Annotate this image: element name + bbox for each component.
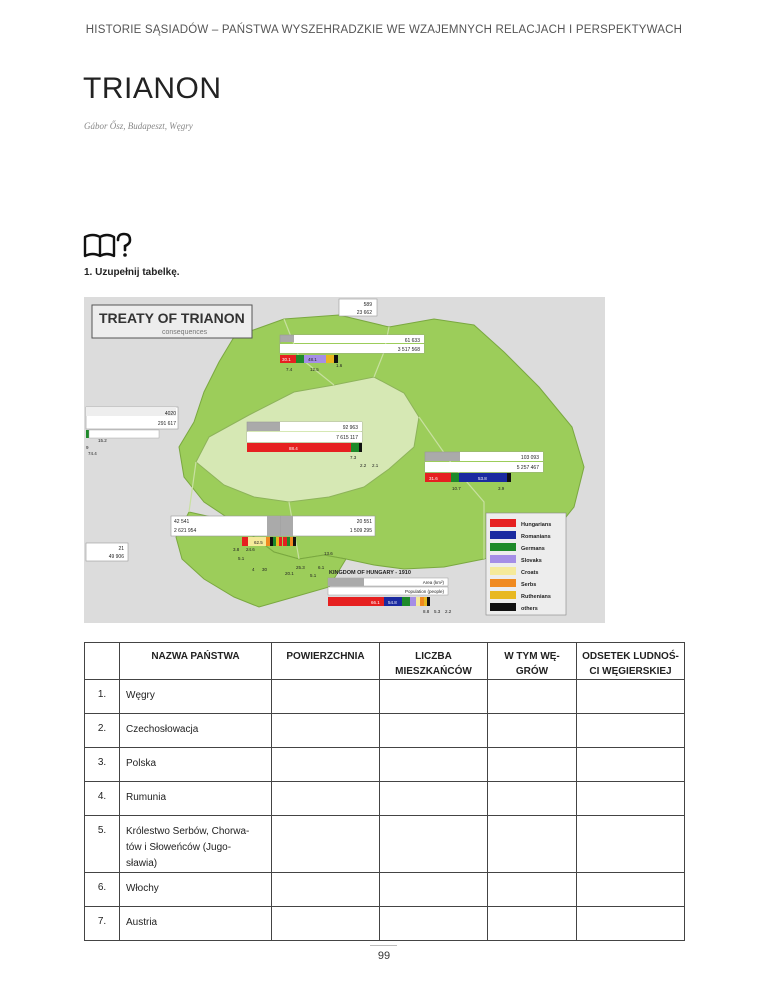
legend-label: Croats bbox=[521, 570, 539, 576]
italy-area: 21 bbox=[118, 546, 124, 552]
country-name: Królestwo Serbów, Chorwa- tów i Słoweńców (Jugo- sławia) bbox=[120, 816, 272, 873]
header-country-name: NAZWA PAŃSTWA bbox=[120, 643, 272, 680]
country-name: Czechosłowacja bbox=[120, 714, 272, 748]
area-cell[interactable] bbox=[272, 714, 380, 748]
kingdom-value-2: 5.3 bbox=[434, 609, 441, 614]
austria-area: 4020 bbox=[164, 411, 176, 417]
population-label: Population (people) bbox=[404, 589, 444, 594]
population-cell[interactable] bbox=[380, 714, 488, 748]
book-question-icon bbox=[83, 232, 135, 258]
romania-value-1: 10.7 bbox=[452, 486, 461, 491]
romania-hungarians: 31.6 bbox=[429, 476, 438, 481]
hungary-value-1: 7.3 bbox=[350, 455, 357, 460]
country-name: Włochy bbox=[120, 873, 272, 907]
percent-cell[interactable] bbox=[577, 714, 685, 748]
legend-swatch bbox=[490, 567, 516, 575]
percent-cell[interactable] bbox=[577, 907, 685, 941]
percent-cell[interactable] bbox=[577, 782, 685, 816]
legend-label: Romanians bbox=[521, 534, 551, 540]
hungarians-cell[interactable] bbox=[488, 907, 577, 941]
population-cell[interactable] bbox=[380, 782, 488, 816]
croatia-value-2: 25.3 bbox=[296, 565, 305, 570]
table-row bbox=[85, 907, 685, 941]
kingdom-value-3: 2.2 bbox=[445, 609, 452, 614]
romania-population: 5 257 467 bbox=[516, 465, 539, 471]
row-number: 7. bbox=[85, 907, 120, 941]
table-row bbox=[85, 748, 685, 782]
legend-swatch bbox=[490, 555, 516, 563]
percent-cell[interactable] bbox=[577, 816, 685, 873]
country-name: Austria bbox=[120, 907, 272, 941]
yugo-value-4: 4 bbox=[252, 567, 255, 572]
percent-cell[interactable] bbox=[577, 748, 685, 782]
area-cell[interactable] bbox=[272, 873, 380, 907]
legend-label: others bbox=[521, 606, 538, 612]
croatia-area: 20 551 bbox=[356, 519, 372, 525]
population-cell[interactable] bbox=[380, 816, 488, 873]
task-instruction: 1. Uzupełnij tabelkę. bbox=[84, 267, 180, 278]
hungarians-cell[interactable] bbox=[488, 680, 577, 714]
area-cell[interactable] bbox=[272, 782, 380, 816]
czech-area: 61 633 bbox=[404, 338, 420, 344]
header-hungarian-percent: ODSETEK LUDNOŚ- CI WĘGIERSKIEJ bbox=[577, 643, 685, 680]
country-name: Polska bbox=[120, 748, 272, 782]
table-row bbox=[85, 873, 685, 907]
row-number: 6. bbox=[85, 873, 120, 907]
czech-value-2: 12.5 bbox=[310, 367, 319, 372]
country-name: Rumunia bbox=[120, 782, 272, 816]
area-label: Area (km²) bbox=[422, 580, 444, 585]
header-area: POWIERZCHNIA bbox=[272, 643, 380, 680]
hungary-value-2: 2.2 bbox=[360, 463, 367, 468]
header-hungarians: W TYM WĘ- GRÓW bbox=[488, 643, 577, 680]
croatia-value-5: 13.6 bbox=[324, 551, 333, 556]
population-cell[interactable] bbox=[380, 873, 488, 907]
header-number bbox=[85, 643, 120, 680]
yugo-value-5: 30 bbox=[262, 567, 268, 572]
czech-value-3: 1.6 bbox=[336, 363, 343, 368]
page-number: 99 bbox=[377, 950, 391, 962]
legend-label: Germans bbox=[521, 546, 545, 552]
croatia-value-3: 5.1 bbox=[310, 573, 317, 578]
hungarians-cell[interactable] bbox=[488, 714, 577, 748]
legend-label: Hungarians bbox=[521, 522, 552, 528]
legend-label: Serbs bbox=[521, 582, 537, 588]
table-row bbox=[85, 714, 685, 748]
yugo-value-3: 5.1 bbox=[238, 556, 245, 561]
austria-value-2: 9 bbox=[86, 445, 89, 450]
area-cell[interactable] bbox=[272, 816, 380, 873]
yugo-value-2: 24.6 bbox=[246, 547, 255, 552]
croatia-value-1: 20.1 bbox=[285, 571, 294, 576]
romania-value-2: 3.9 bbox=[498, 486, 505, 491]
table-header-row bbox=[85, 643, 685, 680]
poland-area: 589 bbox=[363, 302, 372, 308]
hungary-value-3: 2.1 bbox=[372, 463, 379, 468]
table-row bbox=[85, 680, 685, 714]
hungary-population: 7 615 117 bbox=[336, 435, 358, 441]
kingdom-value-1: 8.8 bbox=[423, 609, 430, 614]
legend-swatch bbox=[490, 531, 516, 539]
area-cell[interactable] bbox=[272, 748, 380, 782]
hungary-hungarians: 88.4 bbox=[289, 446, 298, 451]
task-table bbox=[84, 642, 685, 941]
row-number: 3. bbox=[85, 748, 120, 782]
running-header: HISTORIE SĄSIADÓW – PAŃSTWA WYSZEHRADZKIE WE WZAJEMNYCH RELACJACH I PERSPEKTYWACH bbox=[85, 24, 683, 36]
romania-romanians: 53.8 bbox=[478, 476, 487, 481]
austria-value-1: 15.2 bbox=[98, 438, 107, 443]
population-cell[interactable] bbox=[380, 680, 488, 714]
country-name: Węgry bbox=[120, 680, 272, 714]
austria-value-3: 74.4 bbox=[88, 451, 97, 456]
hungarians-cell[interactable] bbox=[488, 816, 577, 873]
czech-population: 3 517 568 bbox=[397, 347, 420, 353]
percent-cell[interactable] bbox=[577, 873, 685, 907]
kingdom-romanians: 54.8 bbox=[388, 600, 397, 605]
row-number: 4. bbox=[85, 782, 120, 816]
map-subtitle: consequences bbox=[162, 329, 208, 336]
population-cell[interactable] bbox=[380, 907, 488, 941]
croatia-population: 1 509 295 bbox=[349, 528, 372, 534]
row-number: 1. bbox=[85, 680, 120, 714]
legend-label: Slovaks bbox=[521, 558, 542, 564]
trianon-map bbox=[84, 297, 605, 623]
row-number: 2. bbox=[85, 714, 120, 748]
yugo-area: 42 541 bbox=[174, 519, 190, 525]
row-number: 5. bbox=[85, 816, 120, 873]
legend-swatch bbox=[490, 603, 516, 611]
poland-population: 23 662 bbox=[356, 310, 372, 316]
legend-swatch bbox=[490, 579, 516, 587]
table-row bbox=[85, 782, 685, 816]
map-title: TREATY OF TRIANON bbox=[99, 310, 245, 326]
header-population: LICZBA MIESZKAŃCÓW bbox=[380, 643, 488, 680]
romania-area: 103 093 bbox=[520, 455, 539, 461]
austria-population: 291 617 bbox=[157, 421, 176, 427]
italy-population: 49 906 bbox=[108, 554, 124, 560]
czech-value-1: 7.4 bbox=[286, 367, 293, 372]
yugo-value-1: 3.8 bbox=[233, 547, 240, 552]
croatia-value-4: 6.1 bbox=[318, 565, 325, 570]
legend-label: Ruthenians bbox=[521, 594, 551, 600]
yugo-population: 2 621 954 bbox=[174, 528, 197, 534]
article-author: Gábor Ősz, Budapeszt, Węgry bbox=[84, 121, 193, 131]
hungary-area: 92 963 bbox=[342, 425, 358, 431]
czech-hungarians: 30.1 bbox=[282, 357, 291, 362]
footer-divider bbox=[370, 945, 397, 946]
area-cell[interactable] bbox=[272, 680, 380, 714]
hungarians-cell[interactable] bbox=[488, 873, 577, 907]
percent-cell[interactable] bbox=[577, 680, 685, 714]
legend-swatch bbox=[490, 519, 516, 527]
hungarians-cell[interactable] bbox=[488, 748, 577, 782]
kingdom-hungarians: 66.1 bbox=[371, 600, 380, 605]
czech-slovaks: 48.1 bbox=[308, 357, 317, 362]
table-row bbox=[85, 816, 685, 873]
legend-swatch bbox=[490, 543, 516, 551]
article-title: TRIANON bbox=[83, 72, 222, 105]
yugo-value: 62.5 bbox=[254, 540, 263, 545]
hungarians-cell[interactable] bbox=[488, 782, 577, 816]
kingdom-label: KINGDOM OF HUNGARY - 1910 bbox=[329, 570, 411, 576]
population-cell[interactable] bbox=[380, 748, 488, 782]
legend-swatch bbox=[490, 591, 516, 599]
area-cell[interactable] bbox=[272, 907, 380, 941]
